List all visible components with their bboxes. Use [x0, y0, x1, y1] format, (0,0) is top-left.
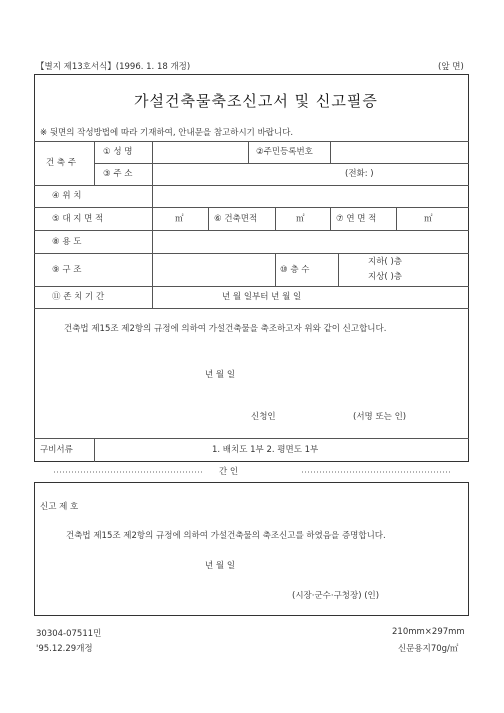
issuer-signature: (시장·군수·구청장) (인) — [292, 591, 380, 601]
applicant-label: 신청인 — [251, 412, 276, 422]
name-label: ① 성 명 — [103, 147, 133, 157]
site-area-label: ⑤ 대 지 면 적 — [52, 214, 104, 224]
application-date: 년 월 일 — [205, 370, 236, 380]
paper-size: 210mm×297mm — [392, 627, 465, 637]
site-area-unit: ㎡ — [175, 214, 184, 224]
form-code: 30304-07511민 — [36, 629, 102, 639]
certificate-date: 년 월 일 — [205, 561, 236, 571]
regno-label: ②주민등록번호 — [256, 147, 313, 157]
instruction-note: ※ 뒷면의 작성방법에 따라 기재하여, 안내문을 참고하시기 바랍니다. — [40, 128, 294, 138]
signature-note: (서명 또는 인) — [353, 412, 407, 422]
certificate-box — [34, 482, 469, 616]
revision-date: '95.12.29개정 — [36, 644, 93, 654]
cut-line — [54, 465, 450, 479]
basement-floors: 지하( )층 — [368, 257, 402, 267]
form-title: 가설건축물축조신고서 및 신고필증 — [134, 92, 378, 110]
floor-area-unit: ㎡ — [424, 214, 433, 224]
address-label: ③ 주 소 — [103, 169, 133, 179]
cut-label: 간 인 — [219, 467, 239, 477]
certificate-number: 신고 제 호 — [40, 502, 79, 512]
owner-label: 건 축 주 — [46, 158, 77, 168]
floors-label: ⑩ 층 수 — [280, 265, 310, 275]
structure-label: ⑨ 구 조 — [52, 265, 82, 275]
documents-label: 구비서류 — [40, 445, 73, 455]
floor-area-label: ⑦ 연 면 적 — [336, 214, 377, 224]
above-floors: 지상( )층 — [368, 272, 402, 282]
building-area-unit: ㎡ — [296, 214, 305, 224]
use-label: ⑧ 용 도 — [52, 237, 82, 247]
phone-field: (전화: ) — [345, 169, 374, 179]
declaration-text: 건축법 제15조 제2항의 규정에 의하여 가설건축물을 축조하고자 위와 같이 신고합니다. — [64, 324, 387, 334]
certificate-text: 건축법 제15조 제2항의 규정에 의하여 가설건축물의 축조신고를 하였음을 증명합니다. — [66, 531, 386, 541]
page-side: (앞 면) — [438, 62, 464, 72]
period-value: 년 월 일부터 년 월 일 — [222, 292, 302, 302]
building-area-label: ⑥ 건축면적 — [214, 214, 258, 224]
documents-value: 1. 배치도 1부 2. 평면도 1부 — [212, 445, 319, 455]
location-label: ④ 위 치 — [52, 191, 82, 201]
paper-type: 신문용지70g/㎡ — [398, 644, 459, 654]
period-label: ⑪ 존 치 기 간 — [52, 292, 105, 302]
form-number: 【별지 제13호서식】(1996. 1. 18 개정) — [36, 62, 191, 72]
